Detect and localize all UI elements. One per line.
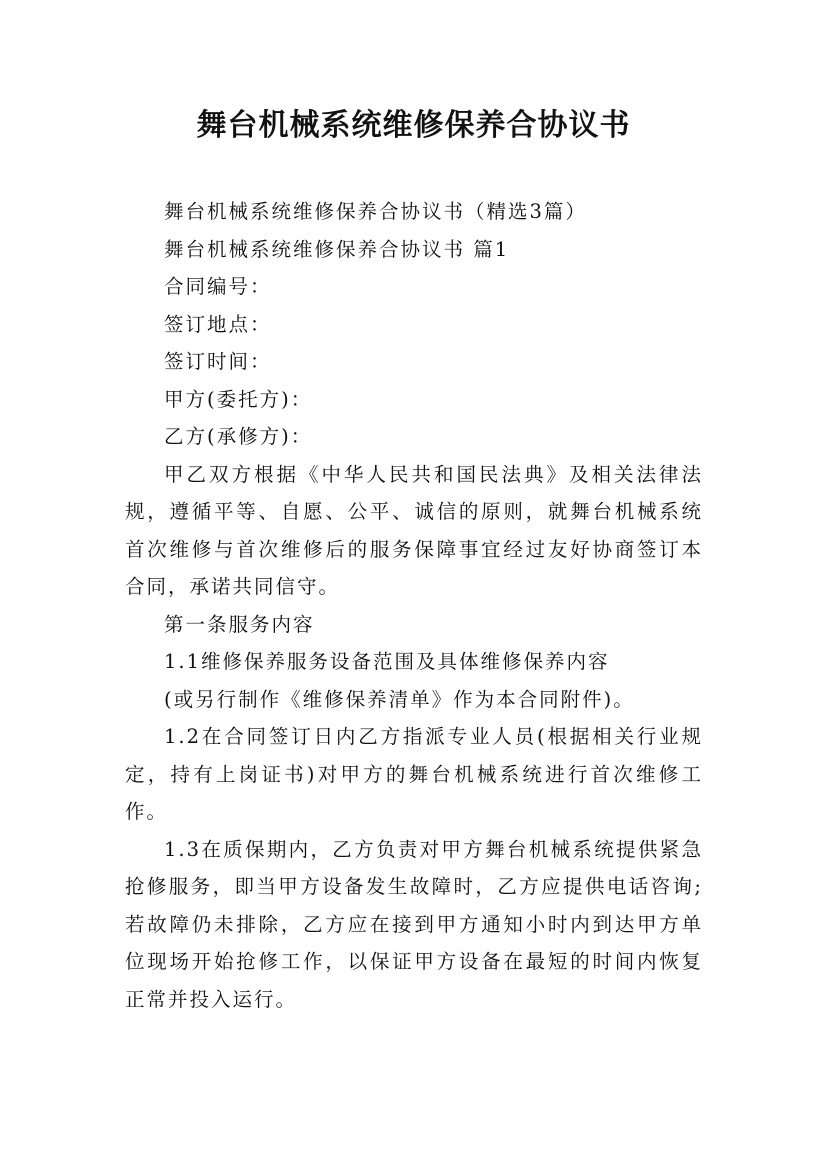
- clause-1-3: 1.3在质保期内，乙方负责对甲方舞台机械系统提供紧急抢修服务，即当甲方设备发生故障时，乙方应提供电话咨询;若故障仍未排除，乙方应在接到甲方通知小时内到达甲方单位现场开始抢修工作，以保证甲方设备在最短的时间内恢复正常并投入运行。: [125, 837, 703, 1011]
- party-b-field: 乙方(承修方)：: [164, 425, 313, 448]
- clause-1-1-note: (或另行制作《维修保养清单》作为本合同附件)。: [164, 687, 635, 711]
- clause-1-1: 1.1维修保养服务设备范围及具体维修保养内容: [164, 650, 610, 673]
- party-a-field: 甲方(委托方)：: [164, 387, 313, 411]
- document-body: [125, 193, 703, 1018]
- clause-1-2: 1.2在合同签订日内乙方指派专业人员(根据相关行业规定，持有上岗证书)对甲方的舞台机械系统进行首次维修工作。: [125, 725, 703, 823]
- contract-number-field: 合同编号：: [164, 275, 272, 298]
- section-heading: 舞台机械系统维修保养合协议书 篇1: [164, 237, 510, 261]
- signing-place-field: 签订地点：: [164, 312, 272, 336]
- signing-time-field: 签订时间：: [164, 350, 272, 373]
- article-heading: 第一条服务内容: [164, 612, 315, 636]
- intro-paragraph: 甲乙双方根据《中华人民共和国民法典》及相关法律法规，遵循平等、自愿、公平、诚信的原则，就舞台机械系统首次维修与首次维修后的服务保障事宜经过友好协商签订本合同，承诺共同信守。: [125, 462, 703, 598]
- subtitle-paragraph: 舞台机械系统维修保养合协议书（精选3篇）: [164, 200, 587, 223]
- document-title: 舞台机械系统维修保养合协议书: [196, 108, 631, 143]
